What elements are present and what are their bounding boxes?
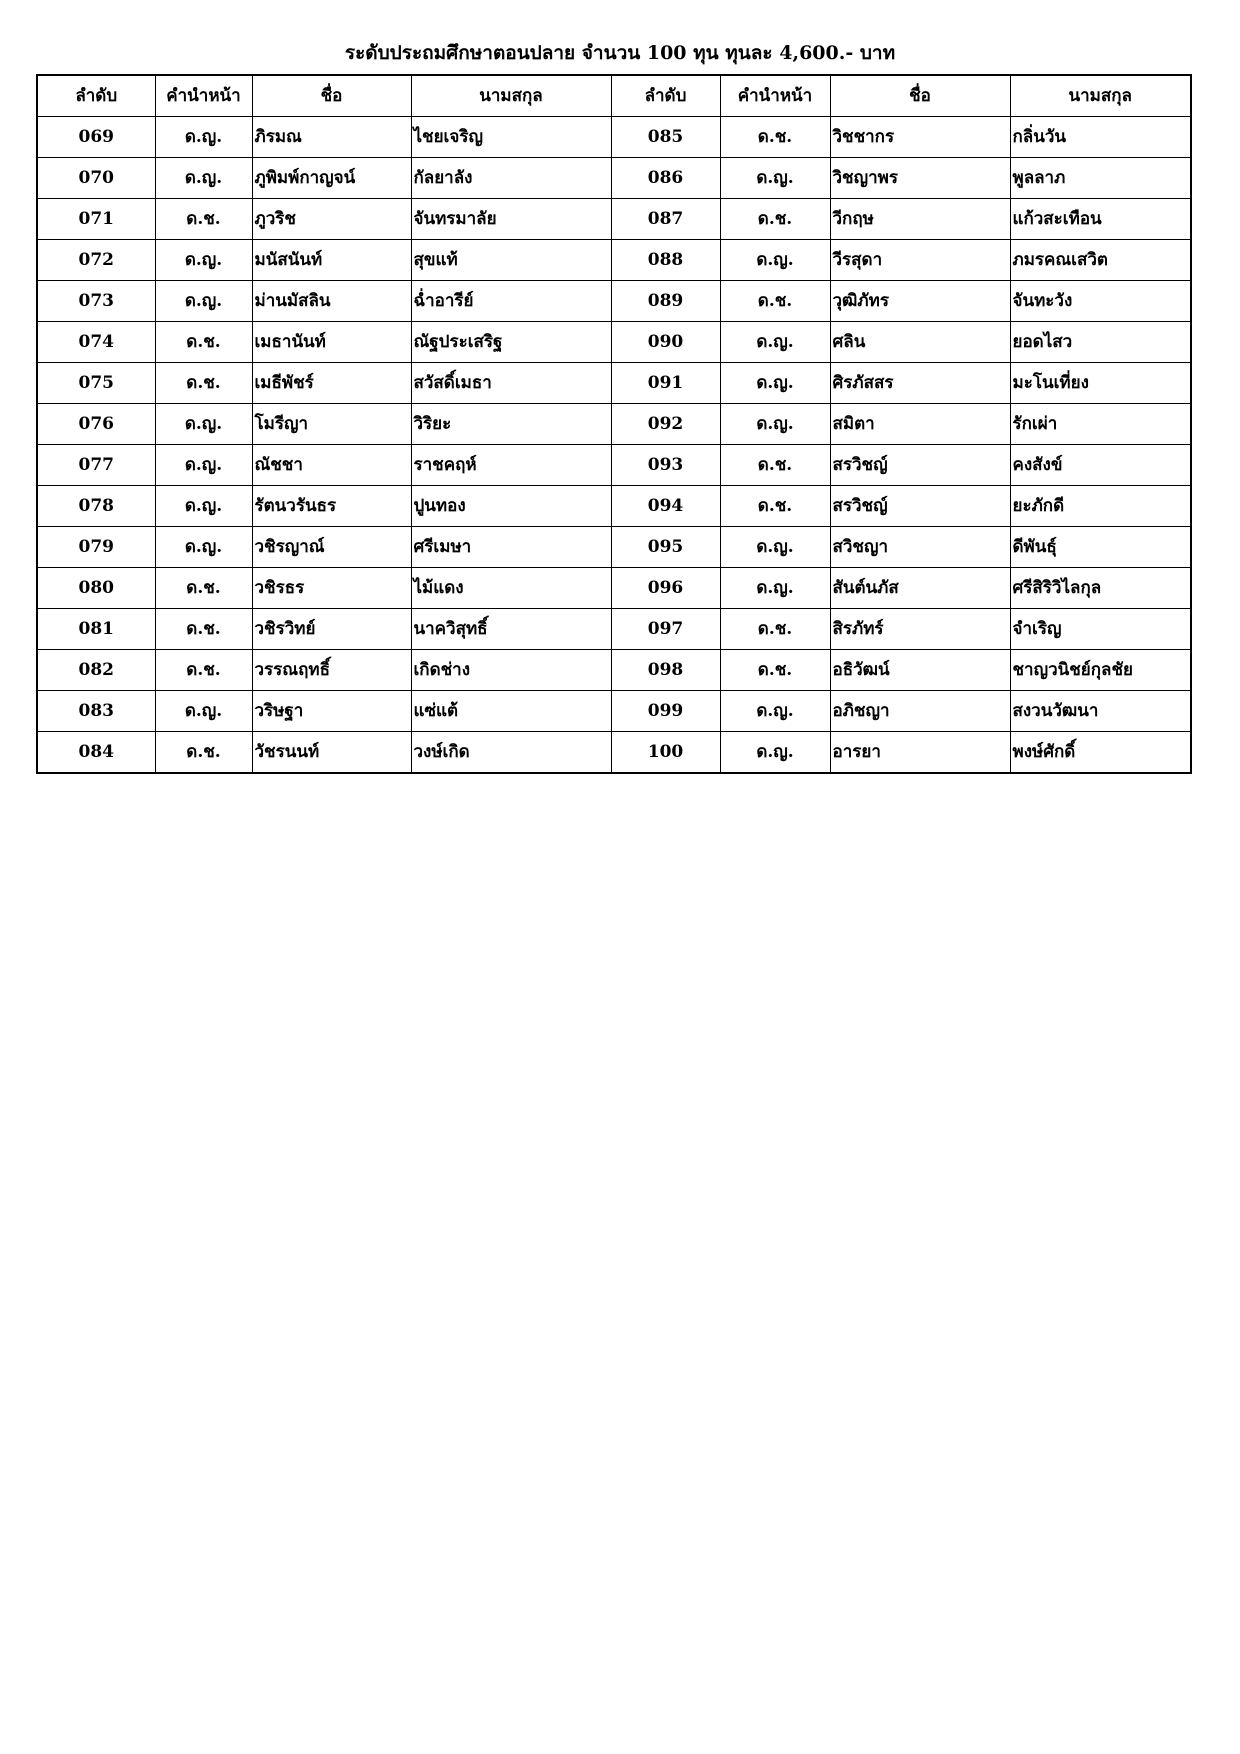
order-cell: 076	[37, 404, 155, 445]
last-name-cell: วิริยะ	[411, 404, 611, 445]
header-prefix: คำนำหน้า	[155, 75, 252, 117]
last-name-cell: นาควิสุทธิ์	[411, 609, 611, 650]
order-cell: 082	[37, 650, 155, 691]
table-row	[37, 117, 1191, 158]
first-name-cell: ภิรมณ	[252, 117, 411, 158]
prefix-cell: ด.ญ.	[155, 486, 252, 527]
table-row	[37, 158, 1191, 199]
prefix-cell: ด.ญ.	[720, 568, 830, 609]
prefix-cell: ด.ช.	[720, 650, 830, 691]
prefix-cell: ด.ช.	[720, 281, 830, 322]
table-row	[37, 527, 1191, 568]
table-row	[37, 363, 1191, 404]
prefix-cell: ด.ญ.	[155, 404, 252, 445]
last-name-cell: วงษ์เกิด	[411, 732, 611, 774]
last-name-cell: ศรีเมษา	[411, 527, 611, 568]
prefix-cell: ด.ช.	[155, 568, 252, 609]
table-row	[37, 322, 1191, 363]
last-name-cell: คงสังข์	[1010, 445, 1191, 486]
prefix-cell: ด.ญ.	[720, 732, 830, 774]
order-cell: 093	[611, 445, 720, 486]
order-cell: 096	[611, 568, 720, 609]
last-name-cell: รักเผ่า	[1010, 404, 1191, 445]
prefix-cell: ด.ญ.	[155, 281, 252, 322]
order-cell: 080	[37, 568, 155, 609]
first-name-cell: ศลิน	[830, 322, 1010, 363]
last-name-cell: ดีพันธุ์	[1010, 527, 1191, 568]
prefix-cell: ด.ญ.	[720, 322, 830, 363]
prefix-cell: ด.ช.	[155, 609, 252, 650]
prefix-cell: ด.ช.	[155, 650, 252, 691]
table-body	[37, 117, 1191, 774]
order-cell: 072	[37, 240, 155, 281]
last-name-cell: ณัฐประเสริฐ	[411, 322, 611, 363]
order-cell: 092	[611, 404, 720, 445]
table-row	[37, 732, 1191, 774]
order-cell: 069	[37, 117, 155, 158]
first-name-cell: ณัชชา	[252, 445, 411, 486]
first-name-cell: โมรีญา	[252, 404, 411, 445]
header-order: ลำดับ	[37, 75, 155, 117]
first-name-cell: วชิรธร	[252, 568, 411, 609]
prefix-cell: ด.ญ.	[720, 158, 830, 199]
last-name-cell: ฉ่ำอารีย์	[411, 281, 611, 322]
order-cell: 085	[611, 117, 720, 158]
header-last-name: นามสกุล	[411, 75, 611, 117]
first-name-cell: ภูพิมพ์กาญจน์	[252, 158, 411, 199]
prefix-cell: ด.ญ.	[155, 240, 252, 281]
order-cell: 097	[611, 609, 720, 650]
table-row	[37, 650, 1191, 691]
scholarship-table	[36, 74, 1192, 774]
prefix-cell: ด.ญ.	[720, 691, 830, 732]
first-name-cell: วีกฤษ	[830, 199, 1010, 240]
first-name-cell: วีรสุดา	[830, 240, 1010, 281]
table-row	[37, 609, 1191, 650]
order-cell: 087	[611, 199, 720, 240]
order-cell: 098	[611, 650, 720, 691]
table-row	[37, 568, 1191, 609]
first-name-cell: อารยา	[830, 732, 1010, 774]
first-name-cell: เมธานันท์	[252, 322, 411, 363]
table-row	[37, 691, 1191, 732]
prefix-cell: ด.ช.	[155, 363, 252, 404]
last-name-cell: ยะภักดี	[1010, 486, 1191, 527]
order-cell: 100	[611, 732, 720, 774]
header-first-name: ชื่อ	[252, 75, 411, 117]
last-name-cell: พงษ์ศักดิ์	[1010, 732, 1191, 774]
first-name-cell: อภิชญา	[830, 691, 1010, 732]
last-name-cell: ชาญวนิชย์กุลชัย	[1010, 650, 1191, 691]
table-row	[37, 445, 1191, 486]
prefix-cell: ด.ช.	[720, 609, 830, 650]
first-name-cell: รัตนวรันธร	[252, 486, 411, 527]
last-name-cell: เกิดช่าง	[411, 650, 611, 691]
last-name-cell: จันทรมาลัย	[411, 199, 611, 240]
first-name-cell: วชิรญาณ์	[252, 527, 411, 568]
order-cell: 074	[37, 322, 155, 363]
last-name-cell: แก้วสะเทือน	[1010, 199, 1191, 240]
order-cell: 073	[37, 281, 155, 322]
first-name-cell: สวิชญา	[830, 527, 1010, 568]
last-name-cell: ศรีสิริวิไลกุล	[1010, 568, 1191, 609]
last-name-cell: ภมรคณเสวิต	[1010, 240, 1191, 281]
prefix-cell: ด.ช.	[155, 199, 252, 240]
first-name-cell: มนัสนันท์	[252, 240, 411, 281]
prefix-cell: ด.ช.	[720, 199, 830, 240]
last-name-cell: แซ่แต้	[411, 691, 611, 732]
first-name-cell: ภูวริช	[252, 199, 411, 240]
order-cell: 081	[37, 609, 155, 650]
header-prefix: คำนำหน้า	[720, 75, 830, 117]
order-cell: 078	[37, 486, 155, 527]
last-name-cell: จำเริญ	[1010, 609, 1191, 650]
prefix-cell: ด.ญ.	[155, 691, 252, 732]
order-cell: 079	[37, 527, 155, 568]
last-name-cell: ไชยเจริญ	[411, 117, 611, 158]
order-cell: 094	[611, 486, 720, 527]
prefix-cell: ด.ญ.	[155, 445, 252, 486]
table-row	[37, 281, 1191, 322]
table-row	[37, 240, 1191, 281]
table-row	[37, 404, 1191, 445]
prefix-cell: ด.ช.	[720, 445, 830, 486]
prefix-cell: ด.ญ.	[155, 158, 252, 199]
last-name-cell: ยอดไสว	[1010, 322, 1191, 363]
first-name-cell: วัชรนนท์	[252, 732, 411, 774]
order-cell: 091	[611, 363, 720, 404]
last-name-cell: สงวนวัฒนา	[1010, 691, 1191, 732]
last-name-cell: สุขแท้	[411, 240, 611, 281]
order-cell: 083	[37, 691, 155, 732]
first-name-cell: วิชชากร	[830, 117, 1010, 158]
table-header-row	[37, 75, 1191, 117]
prefix-cell: ด.ญ.	[720, 240, 830, 281]
first-name-cell: ม่านมัสลิน	[252, 281, 411, 322]
last-name-cell: ราชคฤห์	[411, 445, 611, 486]
last-name-cell: จันทะวัง	[1010, 281, 1191, 322]
last-name-cell: มะโนเที่ยง	[1010, 363, 1191, 404]
first-name-cell: ศิรภัสสร	[830, 363, 1010, 404]
order-cell: 086	[611, 158, 720, 199]
order-cell: 071	[37, 199, 155, 240]
prefix-cell: ด.ญ.	[155, 117, 252, 158]
last-name-cell: ไม้แดง	[411, 568, 611, 609]
first-name-cell: สรวิชญ์	[830, 486, 1010, 527]
first-name-cell: วริษฐา	[252, 691, 411, 732]
order-cell: 090	[611, 322, 720, 363]
first-name-cell: อธิวัฒน์	[830, 650, 1010, 691]
first-name-cell: เมธีพัชร์	[252, 363, 411, 404]
order-cell: 084	[37, 732, 155, 774]
order-cell: 077	[37, 445, 155, 486]
prefix-cell: ด.ญ.	[720, 363, 830, 404]
first-name-cell: วิชญาพร	[830, 158, 1010, 199]
order-cell: 095	[611, 527, 720, 568]
order-cell: 089	[611, 281, 720, 322]
last-name-cell: สวัสดิ์เมธา	[411, 363, 611, 404]
table-row	[37, 199, 1191, 240]
header-order: ลำดับ	[611, 75, 720, 117]
table-row	[37, 486, 1191, 527]
last-name-cell: กลิ่นวัน	[1010, 117, 1191, 158]
header-last-name: นามสกุล	[1010, 75, 1191, 117]
order-cell: 070	[37, 158, 155, 199]
prefix-cell: ด.ญ.	[155, 527, 252, 568]
first-name-cell: สันต์นภัส	[830, 568, 1010, 609]
prefix-cell: ด.ญ.	[720, 404, 830, 445]
order-cell: 088	[611, 240, 720, 281]
header-first-name: ชื่อ	[830, 75, 1010, 117]
document-title: ระดับประถมศึกษาตอนปลาย จำนวน 100 ทุน ทุนละ 4,600.- บาท	[344, 42, 896, 64]
first-name-cell: วุฒิภัทร	[830, 281, 1010, 322]
prefix-cell: ด.ช.	[720, 486, 830, 527]
prefix-cell: ด.ช.	[720, 117, 830, 158]
last-name-cell: ปูนทอง	[411, 486, 611, 527]
prefix-cell: ด.ช.	[155, 322, 252, 363]
first-name-cell: วรรณฤทธิ์	[252, 650, 411, 691]
prefix-cell: ด.ช.	[155, 732, 252, 774]
first-name-cell: สิรภัทร์	[830, 609, 1010, 650]
last-name-cell: พูลลาภ	[1010, 158, 1191, 199]
first-name-cell: วชิรวิทย์	[252, 609, 411, 650]
order-cell: 075	[37, 363, 155, 404]
first-name-cell: สมิตา	[830, 404, 1010, 445]
first-name-cell: สรวิชญ์	[830, 445, 1010, 486]
prefix-cell: ด.ญ.	[720, 527, 830, 568]
last-name-cell: กัลยาลัง	[411, 158, 611, 199]
order-cell: 099	[611, 691, 720, 732]
